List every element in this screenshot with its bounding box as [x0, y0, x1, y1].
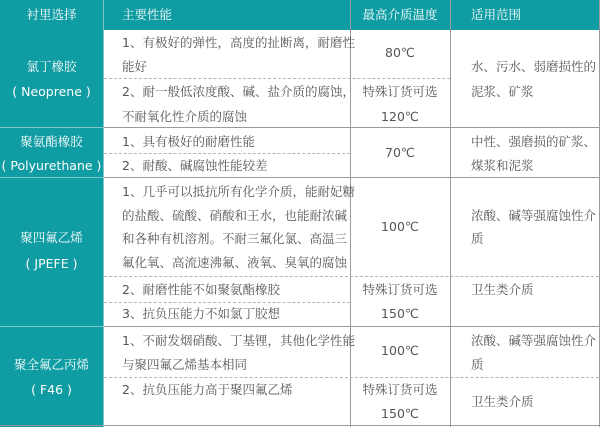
- temperature-value: 120℃: [381, 109, 419, 124]
- range-line: 浓酸、碱等强腐蚀性介: [471, 208, 597, 223]
- property-line: 和各种有机溶剂。不耐三氟化氯、高温三: [122, 231, 348, 246]
- property-line: 能好: [122, 59, 148, 74]
- row-divider: [0, 127, 103, 128]
- temperature-value: 70℃: [385, 145, 415, 160]
- range-line: 质: [471, 357, 484, 372]
- temperature-value: 100℃: [381, 343, 419, 358]
- row-divider: [0, 326, 103, 327]
- lining-name: 聚氨酯橡胶: [20, 134, 83, 149]
- lining-name: 氯丁橡胶: [26, 59, 77, 74]
- header-temperature: 最高介质温度: [362, 7, 438, 22]
- dashed-divider: [104, 153, 350, 154]
- dashed-divider: [104, 78, 450, 79]
- temperature-note: 特殊订货可选: [362, 382, 438, 397]
- table-bottom-border: [0, 425, 600, 426]
- property-line: 氟化氧、高流速沸氟、液氧、臭氧的腐蚀: [122, 255, 348, 270]
- lining-code: ( F46 ): [31, 382, 72, 397]
- header-lining: 衬里选择: [26, 7, 77, 22]
- header-range: 适用范围: [471, 7, 522, 22]
- property-line: 2、耐磨性能不如聚氨酯橡胶: [122, 282, 280, 297]
- lining-code: ( JPEFE ): [25, 256, 78, 271]
- property-line: 2、抗负压能力高于聚四氟乙烯: [122, 382, 293, 397]
- temperature-value: 150℃: [381, 406, 419, 421]
- row-divider: [103, 326, 600, 327]
- temperature-value: 100℃: [381, 219, 419, 234]
- dashed-divider: [104, 276, 599, 277]
- dashed-divider: [104, 377, 599, 378]
- row-divider: [103, 177, 600, 178]
- property-line: 的盐酸、硫酸、硝酸和王水，也能耐浓碱: [122, 208, 348, 223]
- temperature-value: 80℃: [385, 45, 415, 60]
- lining-name: 聚四氟乙烯: [20, 230, 83, 245]
- lining-name: 聚全氟乙丙烯: [13, 357, 89, 372]
- property-line: 2、耐一般低浓度酸、碱、盐介质的腐蚀，: [122, 84, 355, 99]
- range-line: 水、污水、弱磨损性的: [471, 59, 597, 74]
- lining-code: ( Polyurethane ): [1, 158, 102, 173]
- row-divider: [0, 177, 103, 178]
- temperature-value: 150℃: [381, 306, 419, 321]
- range-line: 浓酸、碱等强腐蚀性介: [471, 333, 597, 348]
- range-line: 泥浆、矿浆: [471, 84, 534, 99]
- property-line: 3、抗负压能力不如氯丁胶想: [122, 306, 280, 321]
- range-line: 中性、强磨损的矿浆、: [471, 134, 597, 149]
- range-line: 煤浆和泥浆: [471, 158, 534, 173]
- property-line: 1、具有极好的耐磨性能: [122, 134, 255, 149]
- column-divider: [103, 0, 104, 427]
- property-line: 与聚四氟乙烯基本相同: [122, 357, 248, 372]
- header-properties: 主要性能: [122, 7, 173, 22]
- column-divider: [350, 0, 351, 427]
- range-line: 质: [471, 231, 484, 246]
- property-line: 不耐氧化性介质的腐蚀: [122, 109, 248, 124]
- range-line: 卫生类介质: [471, 394, 534, 409]
- property-line: 1、有极好的弹性，高度的扯断离，耐磨性: [122, 35, 355, 50]
- range-line: 卫生类介质: [471, 282, 534, 297]
- temperature-note: 特殊订货可选: [362, 282, 438, 297]
- property-line: 2、耐酸、碱腐蚀性能较差: [122, 158, 268, 173]
- property-line: 1、不耐发烟硝酸、丁基锂，其他化学性能: [122, 333, 355, 348]
- column-divider: [450, 0, 451, 427]
- property-line: 1、几乎可以抵抗所有化学介质，能耐妃糖: [122, 184, 355, 199]
- lining-code: ( Neoprene ): [12, 84, 91, 99]
- temperature-note: 特殊订货可选: [362, 84, 438, 99]
